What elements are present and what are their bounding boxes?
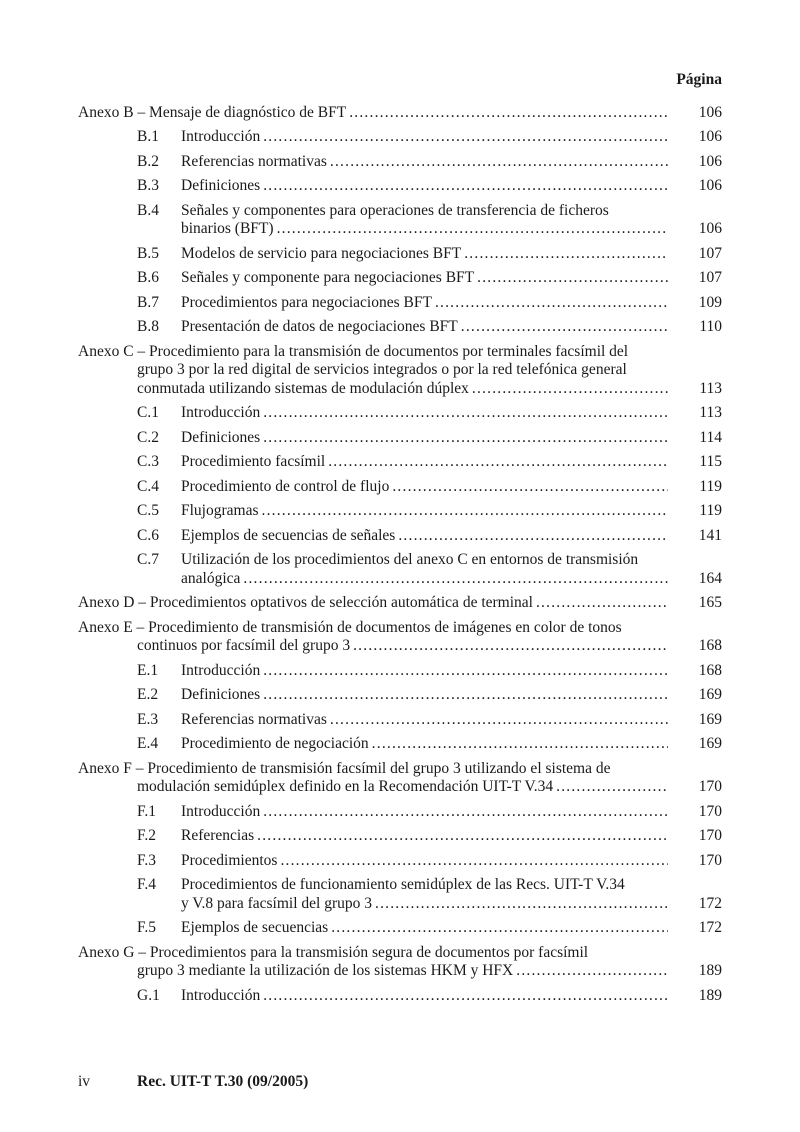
entry-number: F.3 — [137, 851, 157, 869]
entry-text: Introducción — [181, 661, 261, 679]
entry-line — [78, 570, 722, 589]
entry-number: B.3 — [137, 177, 159, 194]
toc-entry — [78, 551, 722, 588]
dot-leader — [536, 594, 668, 613]
toc-entry — [78, 852, 722, 871]
toc-entry — [78, 735, 722, 754]
entry-line — [78, 177, 722, 196]
entry-number: E.4 — [137, 735, 159, 752]
entry-number: C.1 — [137, 404, 159, 421]
entry-line — [78, 637, 722, 656]
dot-leader — [263, 662, 668, 681]
page-number: 114 — [699, 428, 722, 446]
entry-text: Referencias — [181, 827, 255, 844]
entry-number: B.8 — [137, 318, 159, 335]
dot-leader — [472, 380, 668, 399]
entry-text: Ejemplos de secuencias — [181, 919, 329, 936]
page-number: 107 — [698, 244, 722, 262]
entry-line — [78, 944, 722, 963]
entry-line — [78, 711, 722, 730]
entry-line — [78, 987, 722, 1006]
entry-line — [78, 551, 722, 570]
page-number: 119 — [699, 477, 722, 495]
page-number: 170 — [698, 827, 722, 844]
dot-leader — [353, 637, 668, 656]
page-number: 109 — [698, 293, 722, 311]
dot-leader — [262, 502, 669, 521]
page-number: 113 — [699, 404, 722, 421]
dot-leader — [375, 895, 668, 914]
entry-line — [78, 895, 722, 914]
page-number: 113 — [699, 379, 722, 397]
dot-leader — [372, 735, 668, 754]
page-number: 119 — [699, 502, 722, 519]
page-number: 106 — [698, 220, 722, 237]
page-number: 172 — [698, 894, 722, 912]
entry-text: modulación semidúplex definido en la Recomendación UIT-T V.34 — [137, 778, 554, 795]
dot-leader — [257, 827, 668, 846]
entry-text: Procedimientos de funcionamiento semidúplex de las Recs. UIT-T V.34 — [181, 876, 625, 893]
entry-text: Procedimiento de control de flujo — [181, 477, 390, 495]
dot-leader — [477, 269, 668, 288]
entry-text: Referencias normativas — [181, 152, 327, 170]
toc-entry — [78, 453, 722, 472]
toc-entry — [78, 404, 722, 423]
dot-leader — [461, 318, 668, 337]
entry-line — [78, 619, 722, 638]
toc-entry — [78, 944, 722, 981]
entry-text: Anexo B – Mensaje de diagnóstico de BFT — [78, 103, 347, 121]
page-number: 169 — [698, 710, 722, 728]
entry-line — [78, 760, 722, 779]
dot-leader — [330, 153, 668, 172]
toc-entry — [78, 202, 722, 239]
entry-line — [78, 404, 722, 423]
entry-text: y V.8 para facsímil del grupo 3 — [181, 894, 372, 912]
dot-leader — [263, 686, 668, 705]
entry-number: C.6 — [137, 526, 159, 544]
entry-line — [78, 502, 722, 521]
entry-line — [78, 919, 722, 938]
entry-text: Anexo F – Procedimiento de transmisión facsímil del grupo 3 utilizando el sistema de — [78, 759, 611, 777]
entry-text: Procedimientos — [181, 851, 278, 869]
entry-line — [78, 294, 722, 313]
entry-line — [78, 962, 722, 981]
page-number: 169 — [698, 735, 722, 752]
entry-line — [78, 104, 722, 123]
entry-number: E.1 — [137, 661, 159, 679]
page-number: 170 — [698, 851, 722, 869]
entry-number: B.5 — [137, 244, 159, 262]
entry-number: B.2 — [137, 152, 159, 170]
entry-number: F.1 — [137, 802, 157, 820]
entry-text: Definiciones — [181, 428, 261, 446]
entry-line — [78, 220, 722, 239]
entry-line — [78, 128, 722, 147]
page-number: 106 — [698, 103, 722, 121]
toc-entry — [78, 594, 722, 613]
dot-leader — [330, 711, 668, 730]
toc-entry — [78, 711, 722, 730]
entry-text: Flujogramas — [181, 502, 259, 519]
dot-leader — [328, 453, 668, 472]
page-number: 115 — [699, 453, 722, 470]
entry-line — [78, 269, 722, 288]
entry-line — [78, 686, 722, 705]
toc-entry — [78, 876, 722, 913]
entry-line — [78, 245, 722, 264]
entry-text: Señales y componente para negociaciones BFT — [181, 269, 475, 286]
entry-number: C.4 — [137, 477, 159, 495]
toc-entry — [78, 662, 722, 681]
page-column-header: Página — [676, 71, 722, 88]
dot-leader — [263, 177, 668, 196]
entry-line — [78, 527, 722, 546]
entry-line — [78, 202, 722, 221]
dot-leader — [435, 294, 668, 313]
toc-entry — [78, 343, 722, 399]
footer-page-number: iv — [78, 1073, 91, 1090]
entry-text: Definiciones — [181, 686, 261, 703]
page-number: 106 — [698, 152, 722, 170]
entry-number: C.5 — [137, 502, 159, 519]
toc-entry — [78, 429, 722, 448]
page-number: 170 — [698, 802, 722, 820]
toc-entry — [78, 919, 722, 938]
toc-entry — [78, 318, 722, 337]
dot-leader — [349, 104, 668, 123]
page-number: 189 — [698, 962, 722, 979]
page-number: 172 — [698, 919, 722, 936]
dot-leader — [280, 852, 668, 871]
entry-text: analógica — [181, 569, 241, 587]
entry-line — [78, 153, 722, 172]
entry-line — [78, 453, 722, 472]
toc-entry — [78, 803, 722, 822]
entry-text: grupo 3 por la red digital de servicios integrados o por la red telefónica general — [137, 361, 627, 378]
toc-entry — [78, 177, 722, 196]
entry-number: G.1 — [137, 986, 160, 1004]
entry-number: B.4 — [137, 201, 159, 219]
page-number: 164 — [698, 569, 722, 587]
entry-number: F.4 — [137, 876, 157, 893]
entry-text: Introducción — [181, 404, 261, 421]
entry-number: C.3 — [137, 453, 159, 470]
entry-line — [78, 361, 722, 380]
entry-text: Utilización de los procedimientos del anexo C en entornos de transmisión — [181, 551, 639, 568]
dot-leader — [331, 919, 668, 938]
entry-number: B.1 — [137, 128, 159, 145]
dot-leader — [516, 962, 668, 981]
entry-text: Anexo D – Procedimientos optativos de selección automática de terminal — [78, 594, 533, 611]
entry-text: Introducción — [181, 986, 261, 1004]
dot-leader — [263, 987, 668, 1006]
entry-text: Procedimientos para negociaciones BFT — [181, 293, 432, 311]
entry-number: F.2 — [137, 827, 157, 844]
page-number: 169 — [698, 686, 722, 703]
entry-line — [78, 852, 722, 871]
entry-text: Procedimiento facsímil — [181, 453, 326, 470]
entry-number: F.5 — [137, 919, 157, 936]
dot-leader — [263, 404, 668, 423]
entry-text: Introducción — [181, 802, 261, 820]
dot-leader — [277, 220, 668, 239]
page-number: 110 — [699, 318, 722, 335]
entry-number: C.2 — [137, 428, 159, 446]
entry-text: Anexo G – Procedimientos para la transmisión segura de documentos por facsímil — [78, 943, 589, 961]
page-number: 106 — [698, 128, 722, 145]
entry-line — [78, 380, 722, 399]
dot-leader — [398, 527, 668, 546]
entry-line — [78, 803, 722, 822]
entry-text: conmutada utilizando sistemas de modulación dúplex — [137, 379, 469, 397]
toc-entry — [78, 245, 722, 264]
entry-text: Introducción — [181, 128, 261, 145]
toc-entry — [78, 827, 722, 846]
entry-number: E.3 — [137, 710, 159, 728]
entry-text: binarios (BFT) — [181, 220, 274, 237]
toc-entry — [78, 478, 722, 497]
dot-leader — [464, 245, 668, 264]
toc-entry — [78, 104, 722, 123]
toc-entry — [78, 987, 722, 1006]
entry-text: Referencias normativas — [181, 710, 327, 728]
entry-line — [78, 735, 722, 754]
entry-text: Anexo C – Procedimiento para la transmisión de documentos por terminales facsímil del — [78, 342, 629, 360]
entry-line — [78, 478, 722, 497]
page-number: 141 — [698, 526, 722, 544]
page-number: 107 — [698, 269, 722, 286]
page-number: 165 — [698, 594, 722, 611]
entry-number: B.7 — [137, 293, 159, 311]
entry-number: C.7 — [137, 551, 159, 568]
entry-number: E.2 — [137, 686, 159, 703]
entry-text: grupo 3 mediante la utilización de los sistemas HKM y HFX — [137, 962, 514, 979]
page-number: 189 — [698, 986, 722, 1004]
toc-entry — [78, 128, 722, 147]
entry-text: Señales y componentes para operaciones de transferencia de ficheros — [181, 201, 609, 219]
entry-text: Presentación de datos de negociaciones BFT — [181, 318, 458, 335]
footer-doc-ref: Rec. UIT-T T.30 (09/2005) — [137, 1073, 309, 1090]
entry-line — [78, 343, 722, 362]
toc-entry — [78, 502, 722, 521]
entry-text: Ejemplos de secuencias de señales — [181, 526, 396, 544]
entry-line — [78, 827, 722, 846]
toc-content — [78, 71, 722, 1011]
entry-line — [78, 318, 722, 337]
toc-entry — [78, 294, 722, 313]
entry-text: Definiciones — [181, 177, 261, 194]
toc-entry — [78, 760, 722, 797]
dot-leader — [263, 128, 668, 147]
dot-leader — [263, 429, 668, 448]
entry-text: Anexo E – Procedimiento de transmisión de documentos de imágenes en color de tonos — [78, 618, 622, 636]
toc-entry — [78, 686, 722, 705]
entry-line — [78, 429, 722, 448]
toc-entry — [78, 527, 722, 546]
entry-text: continuos por facsímil del grupo 3 — [137, 637, 351, 654]
page-number: 170 — [698, 778, 722, 795]
entry-line — [78, 876, 722, 895]
entry-text: Modelos de servicio para negociaciones BFT — [181, 244, 462, 262]
page-number: 168 — [698, 661, 722, 679]
toc-entry — [78, 619, 722, 656]
dot-leader — [556, 778, 668, 797]
entry-text: Procedimiento de negociación — [181, 735, 369, 752]
toc-entry — [78, 269, 722, 288]
page-number: 106 — [698, 177, 722, 194]
entry-line — [78, 594, 722, 613]
entry-number: B.6 — [137, 269, 159, 286]
footer — [78, 1073, 722, 1092]
dot-leader — [263, 803, 668, 822]
toc-list — [78, 104, 722, 1006]
toc-entry — [78, 153, 722, 172]
dot-leader — [243, 570, 668, 589]
entry-line — [78, 662, 722, 681]
entry-line — [78, 778, 722, 797]
dot-leader — [392, 478, 668, 497]
page-number: 168 — [698, 637, 722, 654]
